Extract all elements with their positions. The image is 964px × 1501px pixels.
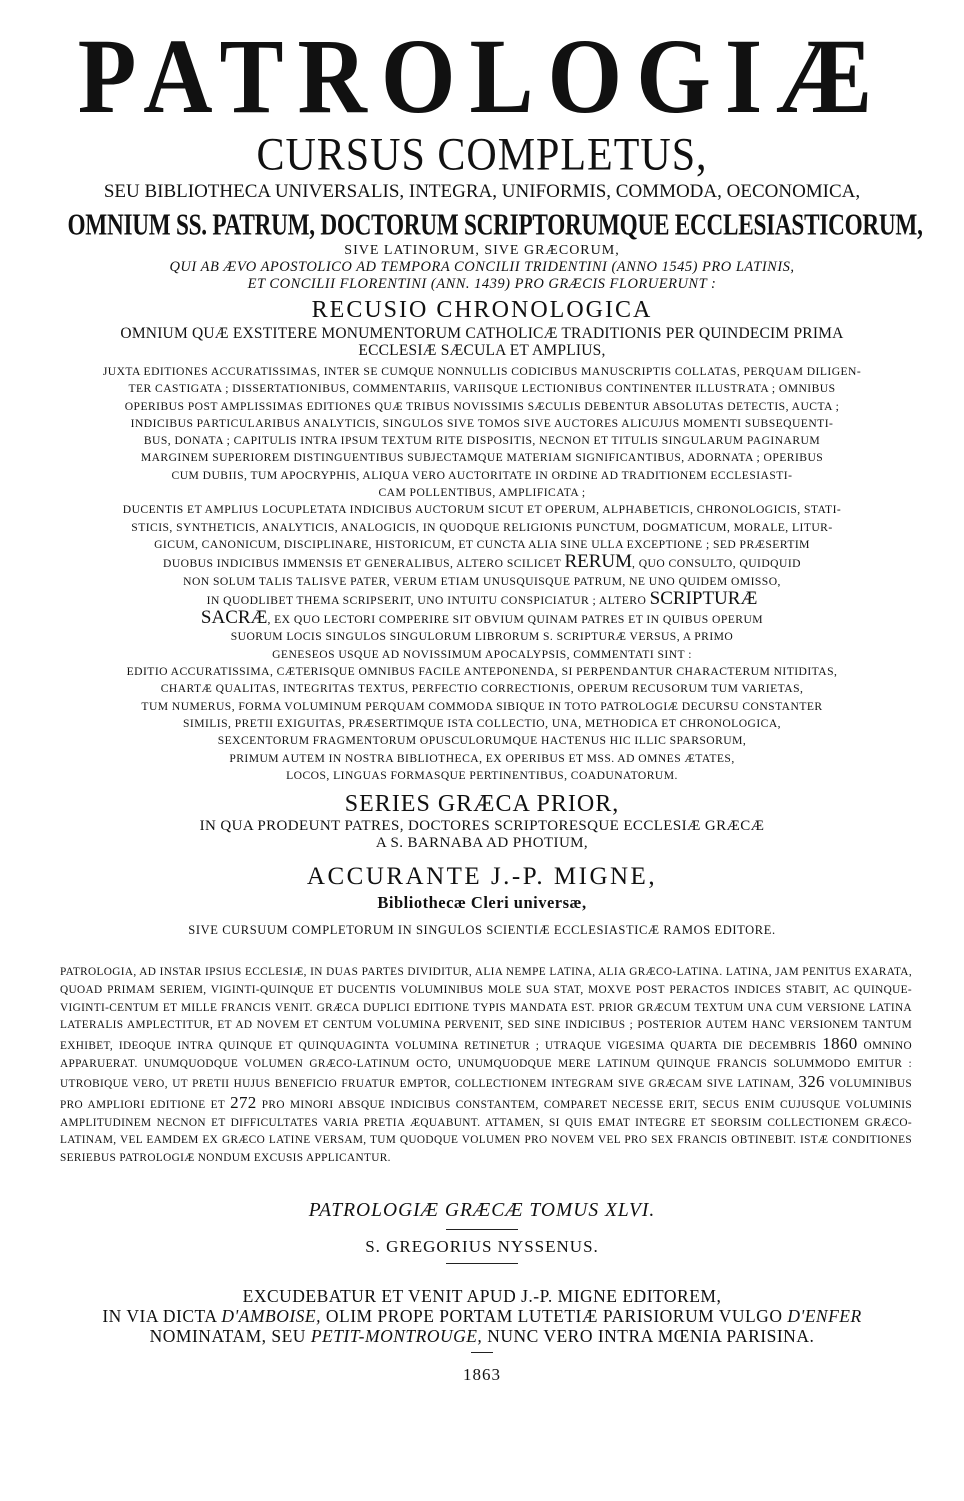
- juxta-line: SIMILIS, PRETII EXIGUITAS, PRÆSERTIMQUE ISTA COLLECTIO, UNA, METHODICA ET CHRONOLOGICA,: [182, 716, 782, 730]
- imprint-line-3: [0, 1326, 964, 1346]
- recusio-heading: RECUSIO CHRONOLOGICA: [311, 297, 653, 323]
- qui-line-1: QUI AB ÆVO APOSTOLICO AD TEMPORA CONCILII TRIDENTINI (ANNO 1545) PRO LATINIS,: [169, 259, 795, 275]
- divider-rule: [446, 1229, 518, 1230]
- imprint-text: NUNC VERO INTRA MŒNIA PARISINA.: [487, 1325, 815, 1346]
- omnium-quae-line-1: OMNIUM QUÆ EXSTITERE MONUMENTORUM CATHOLICÆ TRADITIONIS PER QUINDECIM PRIMA: [120, 325, 844, 342]
- publication-year: 1863: [463, 1364, 501, 1384]
- imprint-line-1: EXCUDEBATUR ET VENIT APUD J.-P. MIGNE EDITOREM,: [242, 1285, 722, 1306]
- imprint-line-2: [0, 1306, 964, 1326]
- juxta-line: NON SOLUM TALIS TALISVE PATER, VERUM ETIAM UNUSQUISQUE PATRUM, NE UNO QUIDEM OMISSO,: [183, 574, 781, 588]
- description-paragraph: [60, 964, 912, 1168]
- number-272: 272: [230, 1093, 257, 1113]
- juxta-line: EDITIO ACCURATISSIMA, CÆTERISQUE OMNIBUS FACILE ANTEPONENDA, SI PERPENDANTUR CHARACTERUM NITIDITAS,: [126, 665, 838, 679]
- juxta-text: DUOBUS INDICIBUS IMMENSIS ET GENERALIBUS, ALTERO SCILICET: [163, 557, 562, 571]
- author-line: S. GREGORIUS NYSSENUS.: [365, 1236, 599, 1256]
- omnium-line: OMNIUM SS. PATRUM, DOCTORUM SCRIPTORUMQUE ECCLESIASTICORUM,: [67, 206, 923, 242]
- juxta-line: JUXTA EDITIONES ACCURATISSIMAS, INTER SE CUMQUE NONNULLIS CODICIBUS MANUSCRIPTIS COLLATAS, PERQUAM DILIGEN-: [102, 365, 862, 378]
- juxta-line-sacrae: [0, 609, 964, 628]
- para-text: OMNINO APPARUERAT. UNUMQUODQUE VOLUMEN GRÆCO-LATINUM OCTO, UNUMQUODQUE MERE LATINUM QUINQUE FRANCIS SOLUMMODO EMITUR : UTROBIQUE VERO, UT PRETII HUJUS BENEFICIO FRUATUR EMPTOR, COLLECTIONEM INTEGRAM SIVE GRÆCAM SIVE LATINAM,: [60, 1039, 912, 1091]
- juxta-line: GENESEOS USQUE AD NOVISSIMUM APOCALYPSIS, COMMENTATI SINT :: [272, 647, 692, 661]
- seu-line: SEU BIBLIOTHECA UNIVERSALIS, INTEGRA, UNIFORMIS, COMMODA, OECONOMICA,: [103, 181, 861, 202]
- juxta-text: , QUO CONSULTO, QUIDQUID: [632, 557, 801, 571]
- imprint-italic: D'AMBOISE,: [221, 1305, 321, 1326]
- sive-cursuum-line: SIVE CURSUUM COMPLETORUM IN SINGULOS SCIENTIÆ ECCLESIASTICÆ RAMOS EDITORE.: [188, 923, 776, 938]
- imprint-text: OLIM PROPE PORTAM LUTETIÆ PARISIORUM VULGO: [325, 1305, 783, 1326]
- juxta-line: GICUM, CANONICUM, DISCIPLINARE, HISTORICUM, ET CUNCTA ALIA SINE ULLA EXCEPTIONE ; SED PRÆSERTIM: [154, 537, 810, 551]
- omnium-quae-line-2: ECCLESIÆ SÆCULA ET AMPLIUS,: [358, 342, 606, 359]
- juxta-line: BUS, DONATA ; CAPITULIS INTRA IPSUM TEXTUM RITE DISPOSITIS, NECNON ET TITULIS SINGULARUM PAGINARUM: [143, 434, 821, 448]
- para-text: VOLUMINIBUS PRO AMPLIORI EDITIONE ET: [60, 1078, 912, 1112]
- juxta-line: TER CASTIGATA ; DISSERTATIONIBUS, COMMENTARIIS, VARIISQUE LECTIONIBUS CONTINENTER ILLUSTRATA ; OMNIBUS: [128, 382, 836, 396]
- juxta-line: SEXCENTORUM FRAGMENTORUM OPUSCULORUMQUE HACTENUS HIC ILLIC SPARSORUM,: [217, 734, 747, 748]
- number-326: 326: [798, 1072, 825, 1092]
- year-1860: 1860: [822, 1033, 858, 1053]
- scripturae-word: SCRIPTURÆ: [649, 587, 758, 609]
- juxta-line: MARGINEM SUPERIOREM DISTINGUENTIBUS SUBJECTAMQUE MATERIAM SIGNIFICANTIBUS, ADORNATA ; OPERIBUS: [140, 451, 824, 465]
- bibliothecae-line: Bibliothecæ Cleri universæ,: [377, 893, 587, 913]
- juxta-line: SUORUM LOCIS SINGULOS SINGULORUM LIBRORUM S. SCRIPTURÆ VERSUS, A PRIMO: [230, 630, 734, 644]
- sive-line: SIVE LATINORUM, SIVE GRÆCORUM,: [344, 243, 620, 258]
- imprint-italic: PETIT-MONTROUGE,: [310, 1325, 483, 1346]
- imprint-text: NOMINATAM, SEU: [149, 1325, 306, 1346]
- juxta-line: TUM NUMERUS, FORMA VOLUMINUM PERQUAM COMMODA SIBIQUE IN TOTO PATROLOGIÆ DECURSU CONSTANTER: [141, 699, 823, 713]
- juxta-line: INDICIBUS PARTICULARIBUS ANALYTICIS, SINGULOS SIVE TOMOS SIVE AUCTORES ALICUJUS MOMENTI SUBSEQUENTI-: [130, 416, 834, 430]
- para-text: PATROLOGIA, AD INSTAR IPSIUS ECCLESIÆ, IN DUAS PARTES DIVIDITUR, ALIA NEMPE LATINA, ALIA GRÆCO-LATINA. LATINA, JAM PENITUS EXARATA, QUOAD PRIMAM SERIEM, VIGINTI-QUINQUE ET DUCENTIS VOLUMINIBUS MOLE SUA STAT, MOXVE POST PERACTOS INDICES STABIT, AC QUINQUE-VIGINTI-CENTUM ET MILLE FRANCIS VENIT. GRÆCA DUPLICI EDITIONE TYPIS MANDATA EST. PRIOR GRÆCUM TEXTUM UNA CUM VERSIONE LATINA LATERALIS AMPLECTITUR, ET AD NOVEM ET CENTUM VOLUMINA PERVENIT, SED SINE INDICIBUS ; POSTERIOR AUTEM HANC VERSIONEM TANTUM EXHIBET, IDEOQUE INTRA QUINQUE ET QUINQUAGINTA VOLUMINA RETINETUR ; UTRAQUE VIGESIMA QUARTA DIE DECEMBRIS: [60, 966, 912, 1052]
- juxta-line-scripturae: [0, 587, 964, 609]
- juxta-line: PRIMUM AUTEM IN NOSTRA BIBLIOTHECA, EX OPERIBUS ET MSS. AD OMNES ÆTATES,: [229, 751, 735, 765]
- rerum-word: RERUM: [564, 551, 633, 573]
- series-heading: SERIES GRÆCA PRIOR,: [344, 791, 620, 818]
- juxta-line: LOCOS, LINGUAS FORMASQUE PERTINENTIBUS, COADUNATORUM.: [286, 768, 678, 782]
- divider-rule: [446, 1263, 518, 1264]
- imprint-text: IN VIA DICTA: [102, 1305, 217, 1326]
- subtitle: CURSUS COMPLETUS,: [256, 129, 708, 181]
- qui-line-2: ET CONCILII FLORENTINI (ANN. 1439) PRO GRÆCIS FLORUERUNT :: [247, 276, 717, 292]
- para-text: PRO MINORI ABSQUE INDICIBUS CONSTANTEM, COMPARET NECESSE ERIT, SECUS ENIM CUJUSQUE VOLUMINIS AMPLITUDINEM NECNON ET DIFFICULTATES VARIA PRETIA ÆQUABUNT. ATTAMEN, SI QUIS EMAT INTEGRE ET SEORSIM COLLECTIONEM GRÆCO-LATINAM, VEL EAMDEM EX GRÆCO LATINE VERSAM, TUM QUODQUE VOLUMEN PRO NOVEM VEL PRO SEX FRANCIS OBTINEBIT. ISTÆ CONDITIONES SERIEBUS PATROLOGIÆ NONDUM EXCUSIS APPLICANTUR.: [60, 1099, 912, 1165]
- juxta-line-rerum: [0, 553, 964, 572]
- juxta-line: CHARTÆ QUALITAS, INTEGRITAS TEXTUS, PERFECTIO CORRECTIONIS, OPERUM RECUSORUM TUM VARIETAS,: [160, 682, 804, 696]
- imprint-italic: D'ENFER: [787, 1305, 862, 1326]
- divider-rule: [471, 1352, 493, 1353]
- juxta-text: IN QUODLIBET THEMA SCRIPSERIT, UNO INTUITU CONSPICIATUR ; ALTERO: [206, 593, 647, 607]
- juxta-line: STICIS, SYNTHETICIS, ANALYTICIS, ANALOGICIS, IN QUODQUE RELIGIONIS PUNCTUM, DOGMATICUM, MORALE, LITUR-: [131, 520, 833, 534]
- juxta-line: DUCENTIS ET AMPLIUS LOCUPLETATA INDICIBUS AUCTORUM SICUT ET OPERUM, ALPHABETICIS, CHRONOLOGICIS, STATI-: [122, 503, 842, 517]
- juxta-text: , EX QUO LECTORI COMPERIRE SIT OBVIUM QUINAM PATRES ET IN QUIBUS OPERUM: [267, 613, 764, 627]
- in-qua-line-2: A S. BARNABA AD PHOTIUM,: [375, 835, 589, 852]
- editor-name: ACCURANTE J.-P. MIGNE,: [306, 863, 658, 891]
- juxta-block: [0, 363, 964, 784]
- main-title: PATROLOGIÆ: [77, 15, 887, 136]
- juxta-line: CAM POLLENTIBUS, AMPLIFICATA ;: [378, 486, 586, 500]
- tomus-line: PATROLOGIÆ GRÆCÆ TOMUS XLVI.: [308, 1199, 656, 1221]
- in-qua-line-1: IN QUA PRODEUNT PATRES, DOCTORES SCRIPTORESQUE ECCLESIÆ GRÆCÆ: [199, 818, 765, 835]
- juxta-line: CUM DUBIIS, TUM APOCRYPHIS, ALIQUA VERO AUCTORITATE IN ORDINE AD TRADITIONEM ECCLESIASTI-: [171, 468, 793, 482]
- juxta-line: OPERIBUS POST AMPLISSIMAS EDITIONES QUÆ TRIBUS NOVISSIMIS SÆCULIS DEBENTUR ABSOLUTAS DETECTIS, AUCTA ;: [124, 399, 840, 413]
- sacrae-word: SACRÆ: [200, 607, 268, 629]
